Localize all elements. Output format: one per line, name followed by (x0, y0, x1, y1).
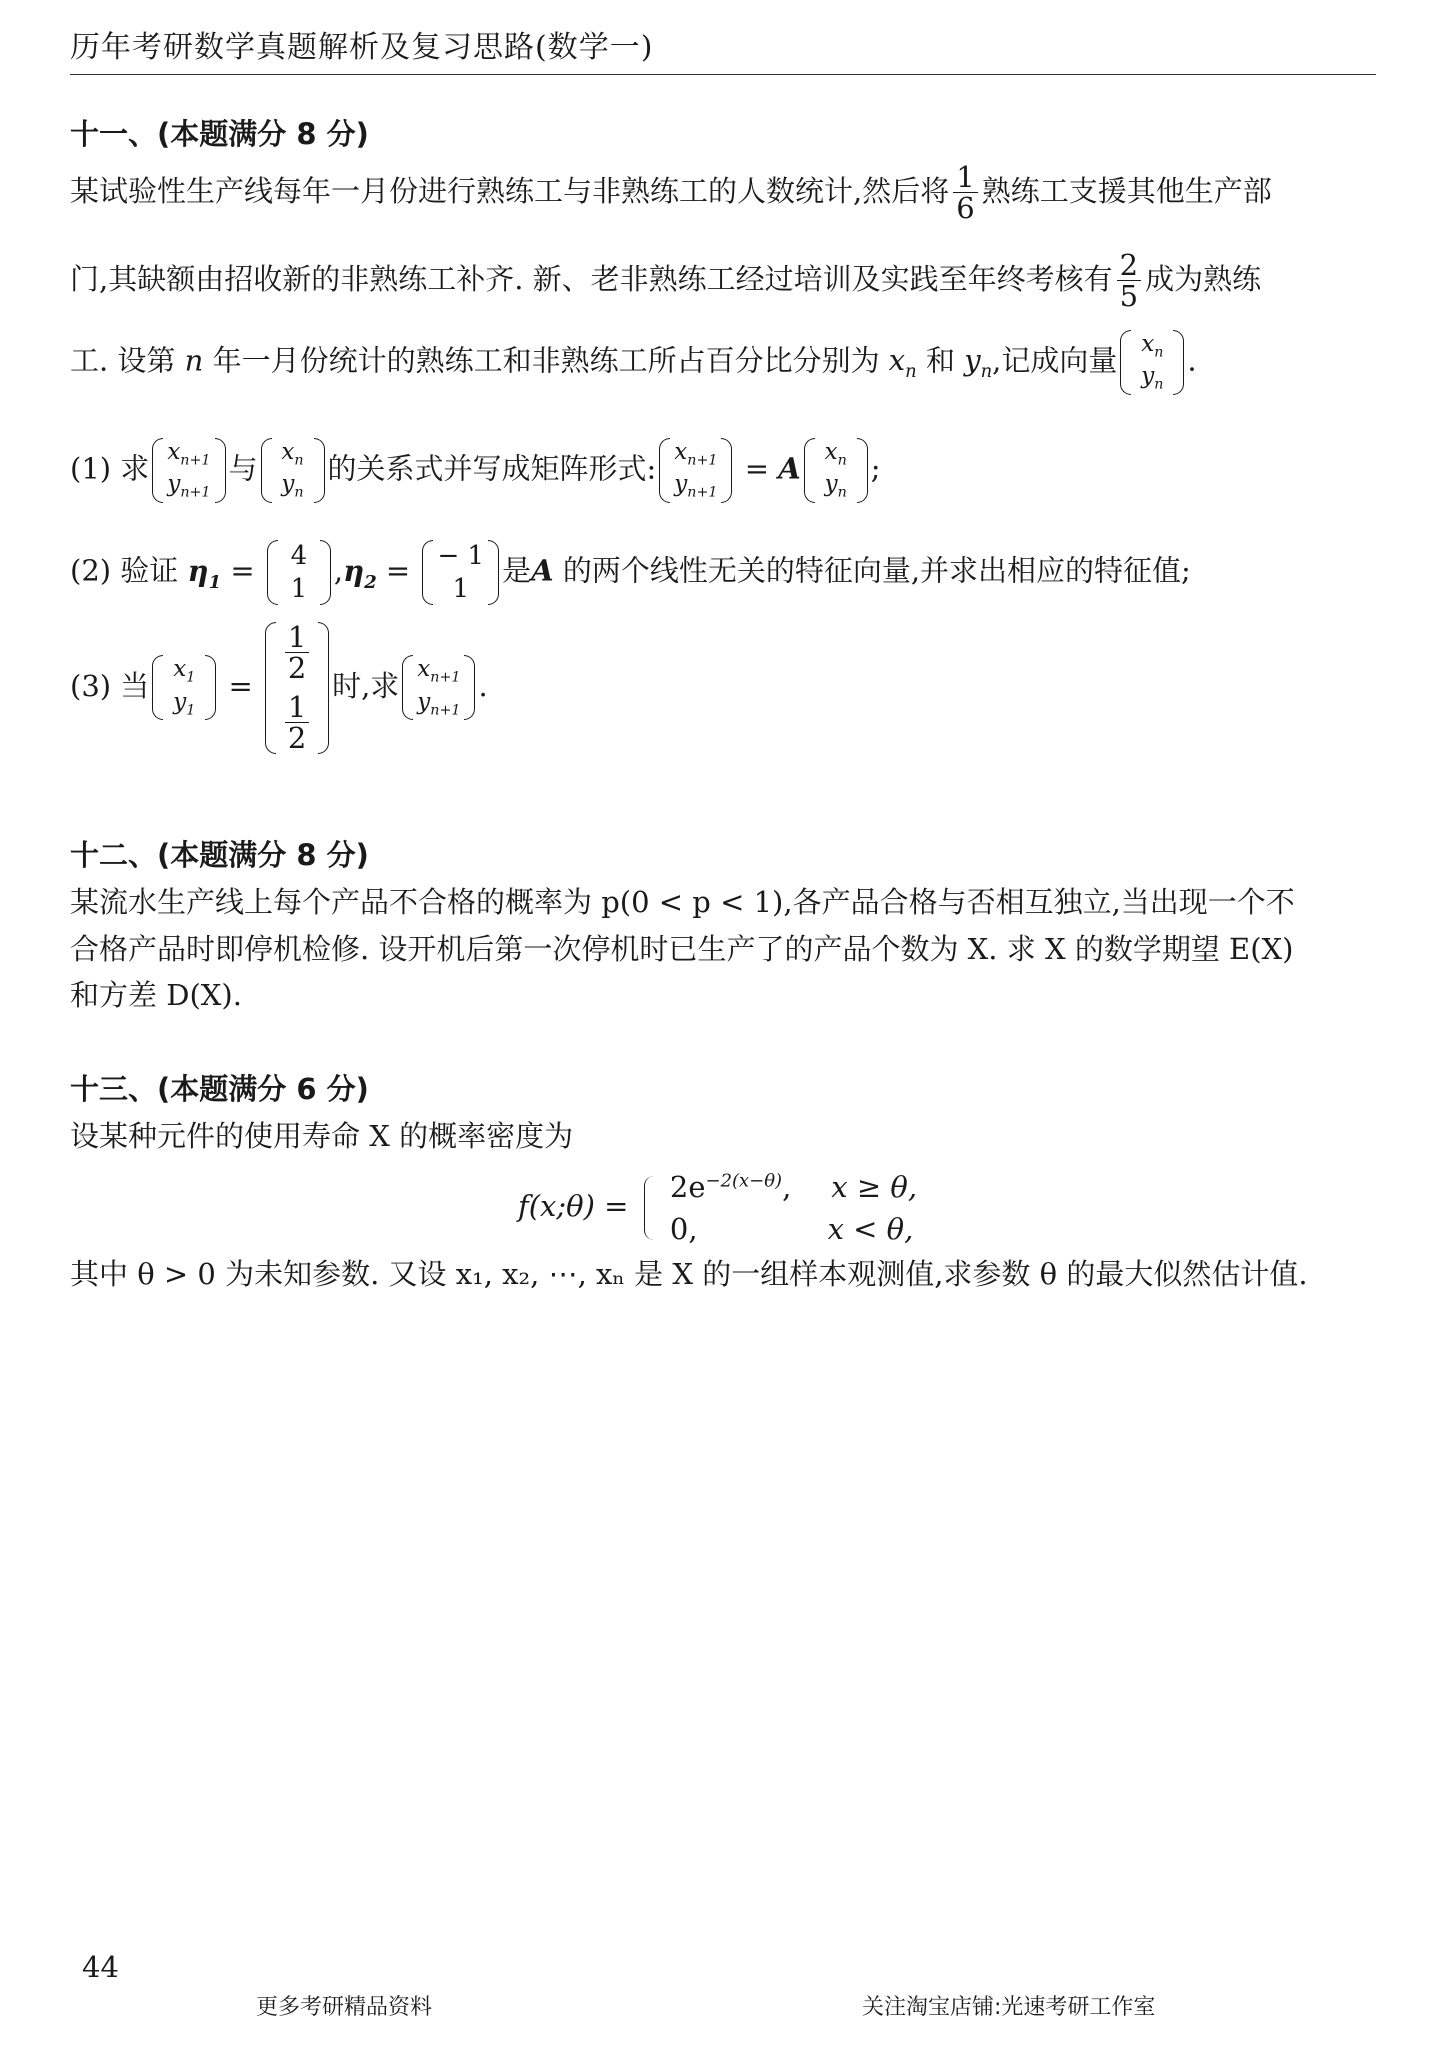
vector-eta2: − 1 1 (422, 540, 499, 605)
matrix-a: A (778, 451, 801, 486)
footer-right-note: 关注淘宝店铺:光速考研工作室 (862, 1995, 1156, 2020)
vector-xn1-yn1: $x_{n+1}$ $y_{n+1}$ (152, 438, 225, 503)
section-11-line-3: 工. 设第 n 年一月份统计的熟练工和非熟练工所占百分比分别为 $x_n$ 和 $y_n$,记成向量 $x_n$ $y_n$ . (70, 331, 1197, 394)
vector-xn-yn: $x_n$ $y_n$ (804, 438, 868, 503)
piecewise-cases (670, 1166, 917, 1250)
section-12-line-3: 和方差 D(X). (70, 978, 242, 1012)
line-1-text: 某试验性生产线每年一月份进行熟练工与非熟练工的人数统计,然后将 (70, 173, 950, 208)
section-11-line-2 (70, 250, 1261, 312)
section-13-line-1: 设某种元件的使用寿命 X 的概率密度为 (70, 1119, 574, 1153)
section-12-line-1: 某流水生产线上每个产品不合格的概率为 p(0 < p < 1),各产品合格与否相互独立,当出现一个不 (70, 885, 1295, 919)
piecewise-brace (644, 1176, 655, 1240)
section-11-line-1 (70, 162, 1272, 224)
section-13-heading: 十三、(本题满分 6 分) (70, 1072, 369, 1106)
vector-xn1-yn1: $x_{n+1}$ $y_{n+1}$ (659, 438, 732, 503)
fraction-one-sixth: $\frac{1}{6}$ (953, 162, 977, 224)
vector-half-half: $\frac{1}{2}$ $\frac{1}{2}$ (265, 622, 329, 754)
eta-1: $\eta_1$ (187, 553, 222, 593)
case-1: $2e^{-2(x-\theta)}$, x ≥ θ, (669, 1170, 918, 1204)
fraction-two-fifths: $\frac{2}{5}$ (1117, 250, 1141, 312)
density-function: f(x;θ) = $2e^{-2(x-\theta)}$, x ≥ θ, 0, x < θ, (518, 1166, 917, 1250)
question-2: (2) 验证 $\eta_1$ = 4 1 $,\eta_2$ = − 1 1 是A 的两个线性无关的特征向量,并求出相应的特征值; (70, 541, 1191, 604)
section-12-line-2: 合格产品时即停机检修. 设开机后第一次停机时已生产了的产品个数为 X. 求 X 的数学期望 E(X) (70, 932, 1294, 966)
case-2: 0, x < θ, (669, 1212, 914, 1247)
question-3: (3) 当 $x_1$ $y_1$ = $\frac{1}{2}$ $\frac{1}{2}$ 时,求 $x_{n+1}$ $y_{n+1}$ . (70, 620, 488, 756)
page-number: 44 (82, 1950, 119, 1984)
footer-left-note: 更多考研精品资料 (256, 1995, 433, 2020)
line-2-tail: 成为熟练 (1145, 261, 1262, 296)
header-rule (70, 74, 1376, 75)
question-1: (1) 求 $x_{n+1}$ $y_{n+1}$ 与 $x_n$ $y_n$ 的关系式并写成矩阵形式: $x_{n+1}$ $y_{n+1}$ = A $x_n$ $y_n$ ; (70, 439, 881, 502)
vector-x1-y1: $x_1$ $y_1$ (152, 655, 216, 720)
vector-xn-yn: $x_n$ $y_n$ (261, 438, 325, 503)
vector-xn-yn: $x_n$ $y_n$ (1120, 330, 1184, 395)
vector-eta1: 4 1 (267, 540, 331, 605)
section-12-heading: 十二、(本题满分 8 分) (70, 838, 369, 872)
eta-2: $\eta_2$ (343, 553, 377, 593)
section-11-heading: 十一、(本题满分 8 分) (70, 117, 369, 151)
section-13-line-2: 其中 θ > 0 为未知参数. 又设 x₁, x₂, ⋯, xₙ 是 X 的一组样本观测值,求参数 θ 的最大似然估计值. (70, 1257, 1308, 1291)
line-2-text: 门,其缺额由招收新的非熟练工补齐. 新、老非熟练工经过培训及实践至年终考核有 (70, 261, 1113, 296)
running-header: 历年考研数学真题解析及复习思路(数学一) (70, 30, 654, 65)
vector-xn1-yn1: $x_{n+1}$ $y_{n+1}$ (402, 655, 475, 720)
line-1-tail: 熟练工支援其他生产部 (981, 173, 1272, 208)
